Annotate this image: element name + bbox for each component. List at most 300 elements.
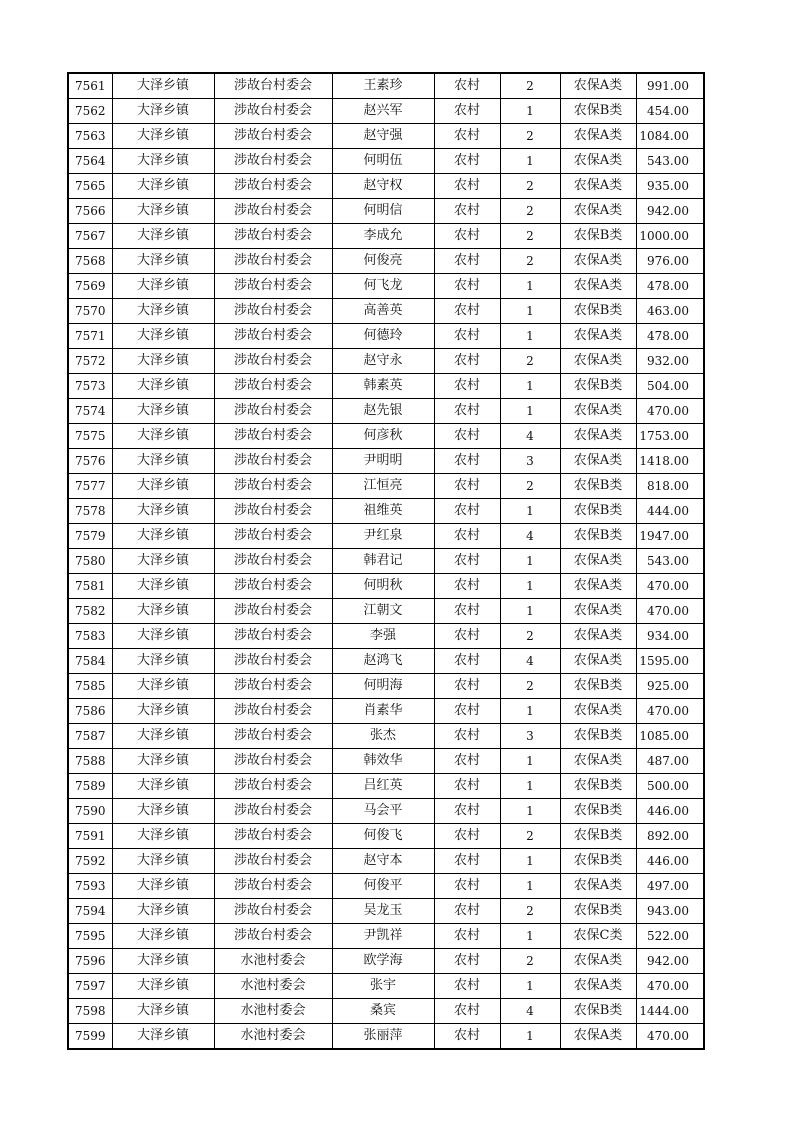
member-count-cell: 2 — [500, 349, 560, 374]
member-count-cell: 1 — [500, 499, 560, 524]
household-type-cell: 农村 — [434, 624, 500, 649]
row-number-cell: 7595 — [68, 924, 112, 949]
row-number-cell: 7565 — [68, 174, 112, 199]
amount-cell: 942.00 — [636, 199, 704, 224]
person-name-cell: 江恒亮 — [332, 474, 434, 499]
town-cell: 大泽乡镇 — [112, 224, 214, 249]
town-cell: 大泽乡镇 — [112, 849, 214, 874]
table-row — [68, 924, 704, 949]
amount-cell: 444.00 — [636, 499, 704, 524]
amount-cell: 1753.00 — [636, 424, 704, 449]
amount-cell: 446.00 — [636, 849, 704, 874]
town-cell: 大泽乡镇 — [112, 874, 214, 899]
row-number-cell: 7587 — [68, 724, 112, 749]
village-committee-cell: 涉故台村委会 — [214, 174, 332, 199]
town-cell: 大泽乡镇 — [112, 674, 214, 699]
member-count-cell: 4 — [500, 999, 560, 1024]
table-row — [68, 99, 704, 124]
data-table — [67, 72, 705, 1050]
table-row — [68, 474, 704, 499]
household-type-cell: 农村 — [434, 699, 500, 724]
insurance-category-cell: 农保B类 — [560, 99, 636, 124]
person-name-cell: 马会平 — [332, 799, 434, 824]
household-type-cell: 农村 — [434, 999, 500, 1024]
member-count-cell: 2 — [500, 199, 560, 224]
insurance-category-cell: 农保B类 — [560, 799, 636, 824]
member-count-cell: 1 — [500, 749, 560, 774]
member-count-cell: 1 — [500, 924, 560, 949]
town-cell: 大泽乡镇 — [112, 1024, 214, 1050]
village-committee-cell: 涉故台村委会 — [214, 124, 332, 149]
amount-cell: 446.00 — [636, 799, 704, 824]
person-name-cell: 何明秋 — [332, 574, 434, 599]
insurance-category-cell: 农保B类 — [560, 224, 636, 249]
insurance-category-cell: 农保A类 — [560, 649, 636, 674]
table-row — [68, 224, 704, 249]
person-name-cell: 吴龙玉 — [332, 899, 434, 924]
insurance-category-cell: 农保B类 — [560, 774, 636, 799]
row-number-cell: 7562 — [68, 99, 112, 124]
insurance-category-cell: 农保A类 — [560, 549, 636, 574]
insurance-category-cell: 农保B类 — [560, 824, 636, 849]
amount-cell: 454.00 — [636, 99, 704, 124]
amount-cell: 1444.00 — [636, 999, 704, 1024]
insurance-category-cell: 农保A类 — [560, 73, 636, 99]
amount-cell: 478.00 — [636, 274, 704, 299]
amount-cell: 543.00 — [636, 549, 704, 574]
amount-cell: 470.00 — [636, 974, 704, 999]
household-type-cell: 农村 — [434, 724, 500, 749]
table-row — [68, 124, 704, 149]
town-cell: 大泽乡镇 — [112, 449, 214, 474]
insurance-category-cell: 农保A类 — [560, 249, 636, 274]
member-count-cell: 1 — [500, 299, 560, 324]
village-committee-cell: 涉故台村委会 — [214, 874, 332, 899]
row-number-cell: 7584 — [68, 649, 112, 674]
town-cell: 大泽乡镇 — [112, 374, 214, 399]
member-count-cell: 2 — [500, 899, 560, 924]
insurance-category-cell: 农保A类 — [560, 599, 636, 624]
insurance-category-cell: 农保A类 — [560, 449, 636, 474]
person-name-cell: 赵守权 — [332, 174, 434, 199]
table-row — [68, 799, 704, 824]
village-committee-cell: 水池村委会 — [214, 949, 332, 974]
insurance-category-cell: 农保B类 — [560, 724, 636, 749]
row-number-cell: 7597 — [68, 974, 112, 999]
village-committee-cell: 涉故台村委会 — [214, 824, 332, 849]
amount-cell: 504.00 — [636, 374, 704, 399]
member-count-cell: 1 — [500, 849, 560, 874]
town-cell: 大泽乡镇 — [112, 99, 214, 124]
village-committee-cell: 涉故台村委会 — [214, 99, 332, 124]
town-cell: 大泽乡镇 — [112, 424, 214, 449]
member-count-cell: 2 — [500, 474, 560, 499]
member-count-cell: 2 — [500, 249, 560, 274]
town-cell: 大泽乡镇 — [112, 899, 214, 924]
amount-cell: 1000.00 — [636, 224, 704, 249]
table-row — [68, 299, 704, 324]
insurance-category-cell: 农保A类 — [560, 199, 636, 224]
member-count-cell: 2 — [500, 73, 560, 99]
table-row — [68, 824, 704, 849]
member-count-cell: 1 — [500, 974, 560, 999]
household-type-cell: 农村 — [434, 924, 500, 949]
amount-cell: 1947.00 — [636, 524, 704, 549]
member-count-cell: 1 — [500, 774, 560, 799]
village-committee-cell: 涉故台村委会 — [214, 649, 332, 674]
town-cell: 大泽乡镇 — [112, 73, 214, 99]
table-row — [68, 349, 704, 374]
row-number-cell: 7579 — [68, 524, 112, 549]
household-type-cell: 农村 — [434, 774, 500, 799]
member-count-cell: 1 — [500, 324, 560, 349]
insurance-category-cell: 农保A类 — [560, 1024, 636, 1050]
village-committee-cell: 涉故台村委会 — [214, 524, 332, 549]
village-committee-cell: 涉故台村委会 — [214, 349, 332, 374]
household-type-cell: 农村 — [434, 174, 500, 199]
insurance-category-cell: 农保A类 — [560, 399, 636, 424]
row-number-cell: 7578 — [68, 499, 112, 524]
member-count-cell: 1 — [500, 99, 560, 124]
person-name-cell: 赵守本 — [332, 849, 434, 874]
town-cell: 大泽乡镇 — [112, 624, 214, 649]
member-count-cell: 4 — [500, 524, 560, 549]
household-type-cell: 农村 — [434, 799, 500, 824]
row-number-cell: 7596 — [68, 949, 112, 974]
person-name-cell: 肖素华 — [332, 699, 434, 724]
row-number-cell: 7568 — [68, 249, 112, 274]
person-name-cell: 欧学海 — [332, 949, 434, 974]
table-row — [68, 649, 704, 674]
amount-cell: 925.00 — [636, 674, 704, 699]
insurance-category-cell: 农保A类 — [560, 124, 636, 149]
row-number-cell: 7590 — [68, 799, 112, 824]
household-type-cell: 农村 — [434, 849, 500, 874]
village-committee-cell: 涉故台村委会 — [214, 149, 332, 174]
insurance-category-cell: 农保A类 — [560, 574, 636, 599]
village-committee-cell: 水池村委会 — [214, 999, 332, 1024]
town-cell: 大泽乡镇 — [112, 649, 214, 674]
member-count-cell: 3 — [500, 449, 560, 474]
table-row — [68, 874, 704, 899]
insurance-category-cell: 农保B类 — [560, 374, 636, 399]
household-type-cell: 农村 — [434, 449, 500, 474]
insurance-category-cell: 农保A类 — [560, 949, 636, 974]
village-committee-cell: 涉故台村委会 — [214, 674, 332, 699]
table-row — [68, 374, 704, 399]
person-name-cell: 何明伍 — [332, 149, 434, 174]
member-count-cell: 2 — [500, 224, 560, 249]
town-cell: 大泽乡镇 — [112, 824, 214, 849]
town-cell: 大泽乡镇 — [112, 124, 214, 149]
person-name-cell: 何彦秋 — [332, 424, 434, 449]
person-name-cell: 何明信 — [332, 199, 434, 224]
table-row — [68, 324, 704, 349]
household-type-cell: 农村 — [434, 674, 500, 699]
person-name-cell: 尹红泉 — [332, 524, 434, 549]
table-row — [68, 549, 704, 574]
village-committee-cell: 涉故台村委会 — [214, 699, 332, 724]
row-number-cell: 7598 — [68, 999, 112, 1024]
row-number-cell: 7593 — [68, 874, 112, 899]
household-type-cell: 农村 — [434, 874, 500, 899]
insurance-category-cell: 农保A类 — [560, 324, 636, 349]
member-count-cell: 4 — [500, 649, 560, 674]
person-name-cell: 赵守永 — [332, 349, 434, 374]
member-count-cell: 1 — [500, 374, 560, 399]
household-type-cell: 农村 — [434, 824, 500, 849]
household-type-cell: 农村 — [434, 249, 500, 274]
village-committee-cell: 涉故台村委会 — [214, 774, 332, 799]
village-committee-cell: 涉故台村委会 — [214, 449, 332, 474]
row-number-cell: 7564 — [68, 149, 112, 174]
row-number-cell: 7594 — [68, 899, 112, 924]
household-type-cell: 农村 — [434, 399, 500, 424]
village-committee-cell: 水池村委会 — [214, 974, 332, 999]
row-number-cell: 7581 — [68, 574, 112, 599]
insurance-category-cell: 农保A类 — [560, 424, 636, 449]
household-type-cell: 农村 — [434, 499, 500, 524]
amount-cell: 543.00 — [636, 149, 704, 174]
household-type-cell: 农村 — [434, 349, 500, 374]
household-type-cell: 农村 — [434, 524, 500, 549]
household-type-cell: 农村 — [434, 899, 500, 924]
town-cell: 大泽乡镇 — [112, 599, 214, 624]
insurance-category-cell: 农保A类 — [560, 274, 636, 299]
insurance-category-cell: 农保B类 — [560, 999, 636, 1024]
village-committee-cell: 涉故台村委会 — [214, 374, 332, 399]
village-committee-cell: 涉故台村委会 — [214, 274, 332, 299]
amount-cell: 991.00 — [636, 73, 704, 99]
insurance-category-cell: 农保C类 — [560, 924, 636, 949]
household-type-cell: 农村 — [434, 73, 500, 99]
insurance-category-cell: 农保B类 — [560, 674, 636, 699]
household-type-cell: 农村 — [434, 574, 500, 599]
household-type-cell: 农村 — [434, 749, 500, 774]
member-count-cell: 1 — [500, 574, 560, 599]
row-number-cell: 7580 — [68, 549, 112, 574]
person-name-cell: 江朝文 — [332, 599, 434, 624]
village-committee-cell: 涉故台村委会 — [214, 224, 332, 249]
village-committee-cell: 涉故台村委会 — [214, 749, 332, 774]
amount-cell: 1595.00 — [636, 649, 704, 674]
row-number-cell: 7569 — [68, 274, 112, 299]
person-name-cell: 吕红英 — [332, 774, 434, 799]
table-row — [68, 524, 704, 549]
amount-cell: 470.00 — [636, 599, 704, 624]
table-row — [68, 599, 704, 624]
household-type-cell: 农村 — [434, 99, 500, 124]
member-count-cell: 2 — [500, 174, 560, 199]
insurance-category-cell: 农保A类 — [560, 174, 636, 199]
row-number-cell: 7571 — [68, 324, 112, 349]
member-count-cell: 1 — [500, 699, 560, 724]
row-number-cell: 7574 — [68, 399, 112, 424]
person-name-cell: 张丽萍 — [332, 1024, 434, 1050]
village-committee-cell: 涉故台村委会 — [214, 73, 332, 99]
amount-cell: 976.00 — [636, 249, 704, 274]
insurance-category-cell: 农保A类 — [560, 974, 636, 999]
row-number-cell: 7583 — [68, 624, 112, 649]
member-count-cell: 1 — [500, 599, 560, 624]
town-cell: 大泽乡镇 — [112, 799, 214, 824]
town-cell: 大泽乡镇 — [112, 174, 214, 199]
amount-cell: 934.00 — [636, 624, 704, 649]
household-type-cell: 农村 — [434, 474, 500, 499]
table-row — [68, 674, 704, 699]
person-name-cell: 高善英 — [332, 299, 434, 324]
village-committee-cell: 涉故台村委会 — [214, 849, 332, 874]
insurance-category-cell: 农保B类 — [560, 499, 636, 524]
amount-cell: 497.00 — [636, 874, 704, 899]
table-row — [68, 574, 704, 599]
member-count-cell: 2 — [500, 824, 560, 849]
row-number-cell: 7567 — [68, 224, 112, 249]
household-type-cell: 农村 — [434, 224, 500, 249]
person-name-cell: 李成允 — [332, 224, 434, 249]
village-committee-cell: 涉故台村委会 — [214, 574, 332, 599]
village-committee-cell: 涉故台村委会 — [214, 799, 332, 824]
amount-cell: 935.00 — [636, 174, 704, 199]
town-cell: 大泽乡镇 — [112, 974, 214, 999]
town-cell: 大泽乡镇 — [112, 199, 214, 224]
household-type-cell: 农村 — [434, 649, 500, 674]
person-name-cell: 李强 — [332, 624, 434, 649]
town-cell: 大泽乡镇 — [112, 399, 214, 424]
town-cell: 大泽乡镇 — [112, 924, 214, 949]
amount-cell: 943.00 — [636, 899, 704, 924]
insurance-category-cell: 农保A类 — [560, 149, 636, 174]
person-name-cell: 祖维英 — [332, 499, 434, 524]
village-committee-cell: 涉故台村委会 — [214, 249, 332, 274]
amount-cell: 470.00 — [636, 574, 704, 599]
person-name-cell: 何俊亮 — [332, 249, 434, 274]
amount-cell: 478.00 — [636, 324, 704, 349]
person-name-cell: 何德玲 — [332, 324, 434, 349]
town-cell: 大泽乡镇 — [112, 149, 214, 174]
village-committee-cell: 涉故台村委会 — [214, 299, 332, 324]
amount-cell: 500.00 — [636, 774, 704, 799]
household-type-cell: 农村 — [434, 599, 500, 624]
town-cell: 大泽乡镇 — [112, 524, 214, 549]
table-row — [68, 899, 704, 924]
amount-cell: 470.00 — [636, 699, 704, 724]
table-row — [68, 449, 704, 474]
person-name-cell: 韩素英 — [332, 374, 434, 399]
town-cell: 大泽乡镇 — [112, 249, 214, 274]
village-committee-cell: 涉故台村委会 — [214, 924, 332, 949]
town-cell: 大泽乡镇 — [112, 474, 214, 499]
person-name-cell: 韩君记 — [332, 549, 434, 574]
household-type-cell: 农村 — [434, 299, 500, 324]
village-committee-cell: 涉故台村委会 — [214, 474, 332, 499]
amount-cell: 522.00 — [636, 924, 704, 949]
household-type-cell: 农村 — [434, 149, 500, 174]
person-name-cell: 韩效华 — [332, 749, 434, 774]
table-body — [68, 73, 704, 1049]
person-name-cell: 何俊平 — [332, 874, 434, 899]
household-type-cell: 农村 — [434, 1024, 500, 1050]
table-row — [68, 974, 704, 999]
household-type-cell: 农村 — [434, 549, 500, 574]
person-name-cell: 何俊飞 — [332, 824, 434, 849]
member-count-cell: 1 — [500, 549, 560, 574]
insurance-category-cell: 农保A类 — [560, 749, 636, 774]
town-cell: 大泽乡镇 — [112, 274, 214, 299]
village-committee-cell: 涉故台村委会 — [214, 424, 332, 449]
table-row — [68, 199, 704, 224]
table-row — [68, 949, 704, 974]
row-number-cell: 7572 — [68, 349, 112, 374]
row-number-cell: 7592 — [68, 849, 112, 874]
town-cell: 大泽乡镇 — [112, 724, 214, 749]
town-cell: 大泽乡镇 — [112, 999, 214, 1024]
insurance-category-cell: 农保A类 — [560, 624, 636, 649]
insurance-category-cell: 农保A类 — [560, 349, 636, 374]
household-type-cell: 农村 — [434, 974, 500, 999]
member-count-cell: 2 — [500, 124, 560, 149]
amount-cell: 942.00 — [636, 949, 704, 974]
table-row — [68, 749, 704, 774]
amount-cell: 932.00 — [636, 349, 704, 374]
village-committee-cell: 涉故台村委会 — [214, 724, 332, 749]
insurance-category-cell: 农保B类 — [560, 899, 636, 924]
table-row — [68, 249, 704, 274]
person-name-cell: 张杰 — [332, 724, 434, 749]
table-row — [68, 149, 704, 174]
table-row — [68, 499, 704, 524]
amount-cell: 1418.00 — [636, 449, 704, 474]
person-name-cell: 王素珍 — [332, 73, 434, 99]
village-committee-cell: 涉故台村委会 — [214, 899, 332, 924]
village-committee-cell: 涉故台村委会 — [214, 624, 332, 649]
row-number-cell: 7588 — [68, 749, 112, 774]
table-row — [68, 274, 704, 299]
household-type-cell: 农村 — [434, 949, 500, 974]
row-number-cell: 7566 — [68, 199, 112, 224]
village-committee-cell: 水池村委会 — [214, 1024, 332, 1050]
row-number-cell: 7591 — [68, 824, 112, 849]
village-committee-cell: 涉故台村委会 — [214, 549, 332, 574]
row-number-cell: 7563 — [68, 124, 112, 149]
person-name-cell: 赵鸿飞 — [332, 649, 434, 674]
town-cell: 大泽乡镇 — [112, 349, 214, 374]
row-number-cell: 7573 — [68, 374, 112, 399]
household-type-cell: 农村 — [434, 199, 500, 224]
member-count-cell: 4 — [500, 424, 560, 449]
town-cell: 大泽乡镇 — [112, 324, 214, 349]
table-row — [68, 699, 704, 724]
household-type-cell: 农村 — [434, 274, 500, 299]
person-name-cell: 张宇 — [332, 974, 434, 999]
household-type-cell: 农村 — [434, 324, 500, 349]
member-count-cell: 2 — [500, 674, 560, 699]
member-count-cell: 2 — [500, 949, 560, 974]
table-row — [68, 849, 704, 874]
row-number-cell: 7586 — [68, 699, 112, 724]
member-count-cell: 2 — [500, 624, 560, 649]
table-row — [68, 624, 704, 649]
table-row — [68, 424, 704, 449]
insurance-category-cell: 农保B类 — [560, 474, 636, 499]
village-committee-cell: 涉故台村委会 — [214, 599, 332, 624]
household-type-cell: 农村 — [434, 374, 500, 399]
row-number-cell: 7599 — [68, 1024, 112, 1050]
table-row — [68, 774, 704, 799]
row-number-cell: 7582 — [68, 599, 112, 624]
person-name-cell: 何明海 — [332, 674, 434, 699]
amount-cell: 892.00 — [636, 824, 704, 849]
